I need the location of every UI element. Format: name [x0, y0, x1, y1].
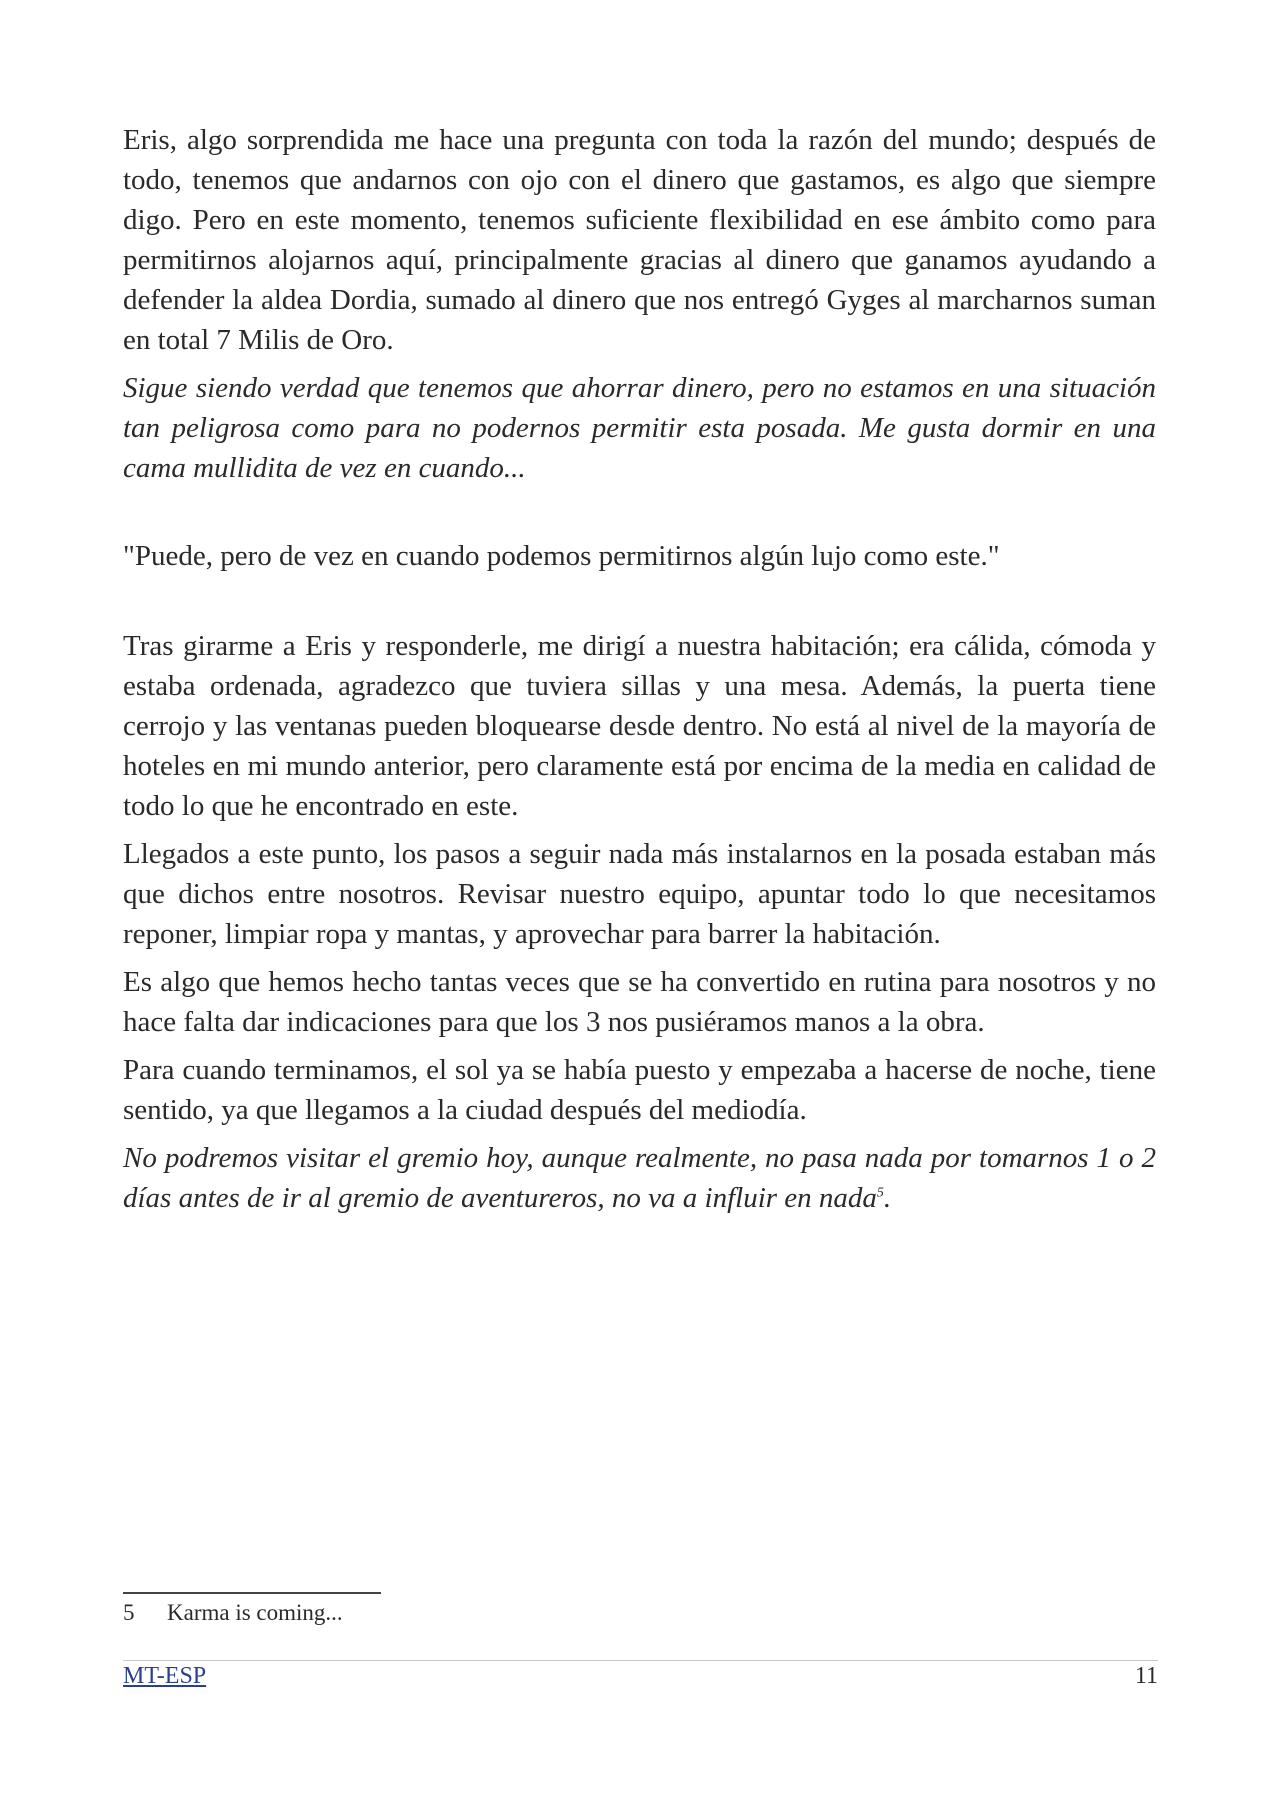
footer-link[interactable]: MT-ESP — [123, 1663, 207, 1689]
paragraph-8-end: . — [883, 1182, 892, 1214]
page-number: 11 — [1134, 1663, 1158, 1689]
footnote-text: Karma is coming... — [167, 1600, 343, 1625]
footnote-reference[interactable]: 5 — [876, 1185, 884, 1201]
paragraph-5: Llegados a este punto, los pasos a seguir nada más instalarnos en la posada estaban más que dichos entre nosotros. Revisar nuestro equipo, apuntar todo lo que necesitamos reponer, limpiar ropa y mantas, y aprovechar para barrer la habitación. — [123, 838, 1156, 950]
page-body — [123, 120, 1156, 1218]
paragraph-7: Para cuando terminamos, el sol ya se había puesto y empezaba a hacerse de noche, tiene sentido, ya que llegamos a la ciudad después del mediodía. — [123, 1054, 1156, 1126]
paragraph-1: Eris, algo sorprendida me hace una pregunta con toda la razón del mundo; después de todo, tenemos que andarnos con ojo con el dinero que gastamos, es algo que siempre digo. Pero en este momento, tenemos suficiente flexibilidad en ese ámbito como para permitirnos alojarnos aquí, principalmente gracias al dinero que ganamos ayudando a defender la aldea Dordia, sumado al dinero que nos entregó Gyges al marcharnos suman en total 7 Milis de Oro. — [123, 124, 1156, 356]
paragraph-3-dialogue: "Puede, pero de vez en cuando podemos permitirnos algún lujo como este." — [123, 540, 1000, 572]
paragraph-2-thought: Sigue siendo verdad que tenemos que ahorrar dinero, pero no estamos en una situación tan peligrosa como para no podernos permitir esta posada. Me gusta dormir en una cama mullidita de vez en cuando... — [123, 372, 1156, 484]
paragraph-4: Tras girarme a Eris y responderle, me dirigí a nuestra habitación; era cálida, cómoda y estaba ordenada, agradezco que tuviera sillas y una mesa. Además, la puerta tiene cerrojo y las ventanas pueden bloquearse desde dentro. No está al nivel de la mayoría de hoteles en mi mundo anterior, pero claramente está por encima de la media en calidad de todo lo que he encontrado en este. — [123, 630, 1156, 822]
paragraph-6: Es algo que hemos hecho tantas veces que se ha convertido en rutina para nosotros y no hace falta dar indicaciones para que los 3 nos pusiéramos manos a la obra. — [123, 966, 1156, 1038]
footer-separator — [123, 1660, 1158, 1661]
footnote-separator — [123, 1592, 381, 1594]
footnote-number: 5 — [123, 1600, 135, 1625]
paragraph-8-text: No podremos visitar el gremio hoy, aunque realmente, no pasa nada por tomarnos 1 o 2 días antes de ir al gremio de aventureros, no va a influir en nada — [123, 1142, 1156, 1214]
footnote — [123, 1597, 343, 1629]
paragraph-8-thought — [123, 1138, 1156, 1218]
